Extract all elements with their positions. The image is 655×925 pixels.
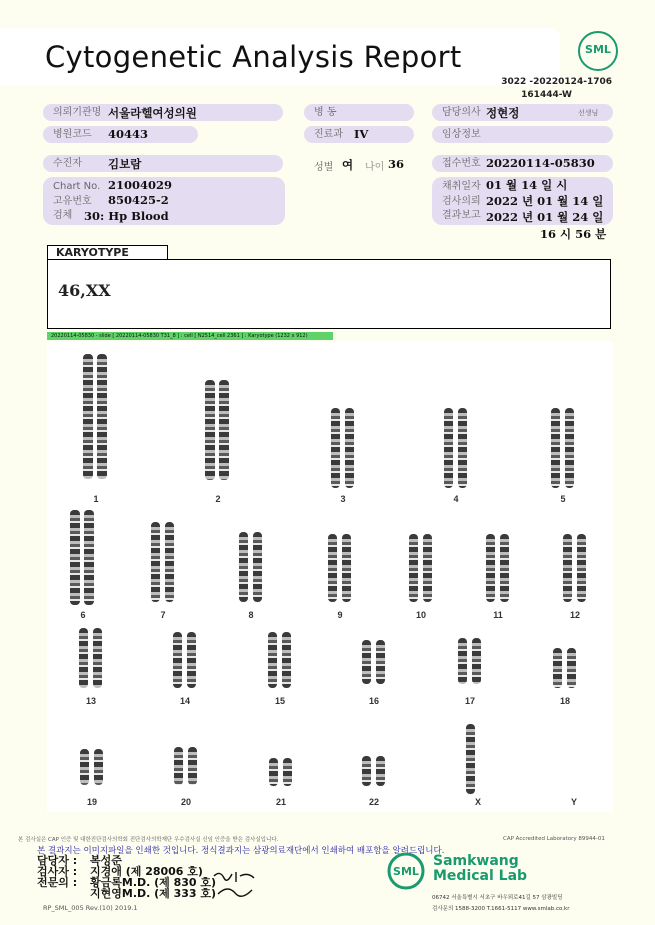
chromosome-label-12: 12	[569, 610, 580, 620]
staff-name: 지현영M.D. (제 333 호)	[90, 887, 217, 900]
chromosome-label-11: 11	[493, 610, 503, 620]
lab-address: 06742 서울특별시 서초구 바우뫼로41길 57 삼광빌딩	[432, 895, 563, 901]
sex-label: 성별	[314, 162, 334, 173]
chromosome-label-14: 14	[179, 696, 190, 706]
institution-label: 의뢰기관명	[43, 104, 283, 121]
chromosome-label-10: 10	[415, 610, 426, 620]
receipt-no-label: 접수번호	[432, 155, 613, 172]
certification-note: 본 검사실은 CAP 인증 및 대한진단검사의학회 진단검사의학재단 우수검사실 신임 인증을 받은 검사실입니다.	[18, 837, 279, 843]
lab-contact: 검사문의 1588-3200 T.1661-5117 www.smlab.co.kr	[432, 906, 570, 912]
hospital-code-value: 40443	[108, 127, 149, 141]
chart-no-label: Chart No.	[53, 181, 101, 192]
report-title: Cytogenetic Analysis Report	[45, 40, 462, 74]
chromosome-17	[472, 638, 481, 684]
chromosome-18	[567, 648, 576, 688]
chromosome-label-15: 15	[274, 696, 285, 706]
chromosome-21	[283, 758, 292, 786]
chromosome-21	[269, 758, 278, 786]
staff-name: 복성준	[90, 854, 122, 867]
chromosome-10	[423, 534, 432, 602]
sex-value: 여	[342, 158, 354, 172]
chromosome-15	[282, 632, 291, 688]
chromosome-14	[187, 632, 196, 688]
chromosome-label-8: 8	[248, 610, 254, 620]
staff-name: 지경애 (제 28006 호)	[90, 865, 203, 878]
chromosome-label-16: 16	[368, 696, 379, 706]
staff-role: 검사자 :	[37, 865, 78, 878]
samkwang-logo-icon	[386, 852, 426, 890]
karyogram-image	[47, 342, 613, 812]
chromosome-label-X: X	[474, 797, 481, 807]
institution-value: 서울라헬여성의원	[108, 106, 197, 120]
collected-label: 채취일자	[442, 181, 481, 192]
doctor-suffix: 선생님	[578, 109, 599, 117]
chromosome-4	[458, 408, 467, 488]
image-caption: 20220114-05830 - slide [ 20220114-05830 T31_8 ] : cell [ N2514_cell 2361 ] : Karyotype (1232 x 912)	[47, 332, 333, 340]
specimen-value: 30: Hp Blood	[84, 209, 169, 223]
chromosome-label-5: 5	[560, 494, 566, 504]
chromosome-12	[563, 534, 572, 602]
requested-label: 검사의뢰	[442, 195, 481, 207]
chromosome-9	[328, 534, 337, 602]
chromosome-15	[268, 632, 277, 688]
chromosome-7	[151, 522, 160, 602]
chromosome-X	[466, 724, 475, 794]
chromosome-label-21: 21	[275, 797, 286, 807]
chromosome-1	[97, 354, 107, 479]
recipient-label: 수진자	[43, 155, 283, 172]
chromosome-22	[362, 756, 371, 786]
chromosome-3	[345, 408, 354, 488]
karyotype-box	[47, 259, 611, 329]
chromosome-label-3: 3	[340, 494, 346, 504]
chromosome-6	[84, 510, 94, 605]
staff-list	[37, 855, 77, 888]
staff-name: 황금록M.D. (제 830 호)	[90, 876, 217, 889]
collected-value: 01 월 14 일 시	[486, 178, 568, 192]
chart-no-value: 21004029	[108, 178, 173, 192]
chromosome-11	[486, 534, 495, 602]
age-value: 36	[388, 157, 405, 171]
recipient-value: 김보람	[108, 157, 142, 171]
chromosome-1	[83, 354, 93, 479]
chromosome-3	[331, 408, 340, 488]
chromosome-9	[342, 534, 351, 602]
chromosome-16	[362, 640, 371, 684]
chromosome-14	[173, 632, 182, 688]
chromosome-label-6: 6	[80, 610, 86, 620]
chromosome-19	[94, 749, 103, 785]
chromosome-label-18: 18	[559, 696, 570, 706]
chromosome-label-1: 1	[93, 494, 99, 504]
staff-names	[90, 855, 216, 899]
id-no-label: 고유번호	[53, 195, 92, 207]
lab-name: Samkwang Medical Lab	[433, 853, 528, 884]
chromosome-label-19: 19	[86, 797, 97, 807]
chromosome-6	[70, 510, 80, 605]
receipt-no-value: 20220114-05830	[486, 156, 595, 170]
chromosome-20	[174, 747, 183, 785]
chromosome-19	[80, 749, 89, 785]
form-code: RP_SML_005 Rev.(10) 2019.1	[43, 904, 138, 912]
chromosome-13	[93, 628, 102, 688]
chromosome-8	[239, 532, 248, 602]
specimen-label: 검체	[53, 210, 73, 221]
signature-icon	[210, 868, 260, 904]
chromosome-label-4: 4	[453, 494, 459, 504]
chromosome-2	[205, 380, 215, 480]
ref-number-line1: 3022 -20220124-1706	[501, 77, 612, 87]
reported-value: 2022 년 01 월 24 일	[486, 210, 604, 224]
chromosome-16	[376, 640, 385, 684]
ward-label: 병 동	[304, 104, 414, 121]
chromosome-18	[553, 648, 562, 688]
doctor-label: 담당의사	[432, 104, 613, 121]
sml-logo-icon: SML	[578, 31, 618, 71]
cap-note: CAP Accredited Laboratory 89944-01	[503, 836, 605, 842]
chromosome-11	[500, 534, 509, 602]
requested-value: 2022 년 01 월 14 일	[486, 194, 604, 208]
chromosome-label-2: 2	[215, 494, 221, 504]
department-label: 진료과	[304, 126, 414, 143]
reported-time: 16 시 56 분	[540, 227, 607, 241]
chromosome-label-17: 17	[464, 696, 475, 706]
chromosome-5	[565, 408, 574, 488]
karyotype-tab: KARYOTYPE	[47, 245, 168, 259]
chromosome-22	[376, 756, 385, 786]
chromosome-7	[165, 522, 174, 602]
id-no-value: 850425-2	[108, 193, 169, 207]
department-value: IV	[354, 127, 369, 141]
reported-label: 결과보고	[442, 210, 481, 221]
chromosome-4	[444, 408, 453, 488]
chromosome-17	[458, 638, 467, 684]
staff-role: 담당자 :	[37, 854, 78, 867]
karyotype-result: 46,XX	[58, 281, 111, 300]
chromosome-label-9: 9	[337, 610, 343, 620]
hospital-code-label: 병원코드	[43, 126, 198, 143]
chromosome-2	[219, 380, 229, 480]
chromosome-5	[551, 408, 560, 488]
chromosome-label-7: 7	[160, 610, 166, 620]
ref-number-line2: 161444-W	[521, 90, 572, 100]
chromosome-20	[188, 747, 197, 785]
doctor-value: 정현정	[486, 106, 520, 120]
staff-role: 전문의 :	[37, 876, 78, 889]
notice-text: 본 결과지는 이미지파일을 인쇄한 것입니다. 정식결과지는 삼광의료재단에서 인쇄하여 배포함을 알려드립니다.	[37, 846, 445, 856]
chromosome-12	[577, 534, 586, 602]
svg-text:SML: SML	[393, 865, 419, 878]
chromosome-label-22: 22	[368, 797, 379, 807]
chromosome-label-Y: Y	[570, 797, 577, 807]
chromosome-10	[409, 534, 418, 602]
age-label: 나이	[365, 162, 385, 173]
clinical-info-label: 임상정보	[432, 126, 613, 143]
chromosome-8	[253, 532, 262, 602]
chromosome-label-20: 20	[180, 797, 191, 807]
chromosome-label-13: 13	[85, 696, 96, 706]
chromosome-13	[79, 628, 88, 688]
